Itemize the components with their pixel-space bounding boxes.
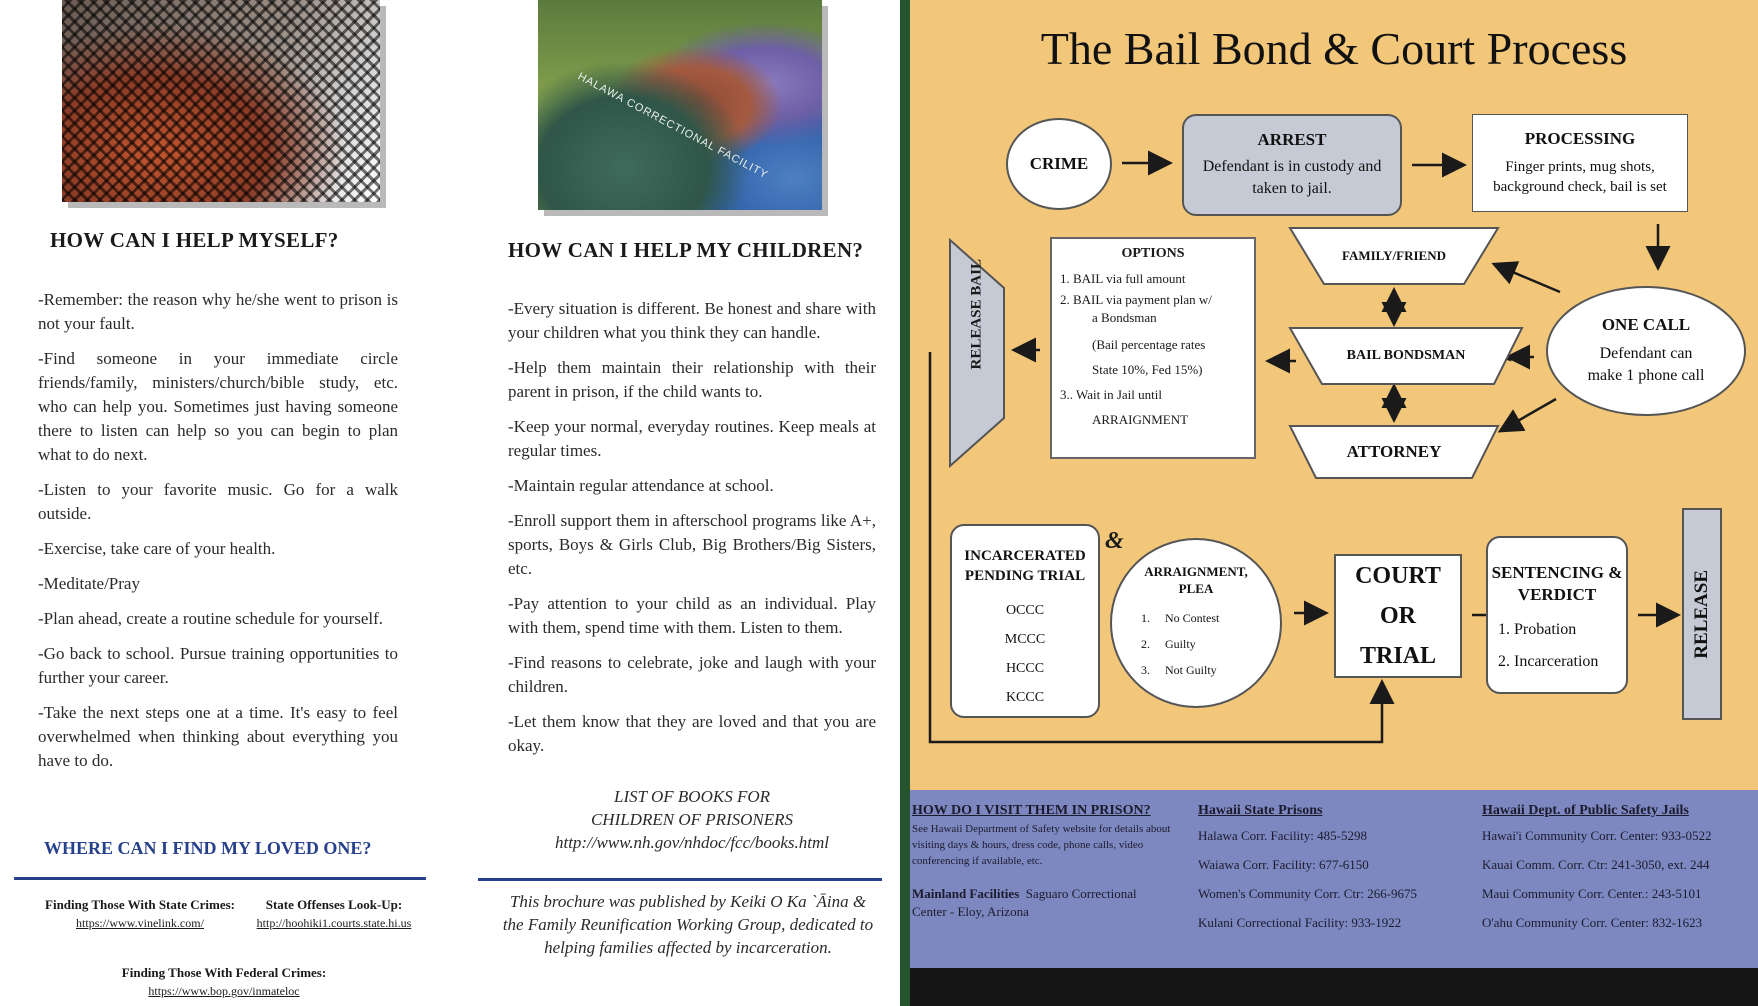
tip-item: -Enroll support them in afterschool programs like A+, sports, Boys & Girls Club, Big Brothers/Big Sisters, etc. [508,511,876,578]
books-list-note [508,785,876,854]
tip-item: -Listen to your favorite music. Go for a walk outside. [38,480,398,523]
jail-contact: Kauai Comm. Corr. Ctr: 241-3050, ext. 244 [1482,857,1710,872]
ampersand: & [1105,528,1124,554]
tip-item: -Take the next steps one at a time. It's easy to feel overwhelmed when thinking about everything you have to do. [38,703,398,770]
books-line-2: CHILDREN OF PRISONERS [590,810,794,829]
options-title: OPTIONS [1121,246,1185,261]
visit-info-column [912,802,1174,921]
books-line-1: LIST OF BOOKS FOR [614,787,770,806]
prison-contact: Women's Community Corr. Ctr: 266-9675 [1198,886,1418,901]
chain-link-fence-photo [62,0,380,202]
court-trial-node [1334,554,1462,678]
tip-item: -Help them maintain their relationship with their parent in prison, if the child wants to. [508,358,876,401]
state-offenses-lookup [234,896,434,932]
visit-body: See Hawaii Department of Safety website for details about visiting days & hours, dress code, phone calls, video conferencing if available, etc. [912,823,1171,867]
bottom-bar [910,968,1758,1006]
prison-contact: Halawa Corr. Facility: 485-5298 [1198,828,1367,843]
attorney-node [1288,424,1500,480]
jails-title: Hawaii Dept. of Public Safety Jails [1482,803,1689,818]
find-loved-one-title: WHERE CAN I FIND MY LOVED ONE? [44,838,372,858]
plea-item: 3. Not Guilty [1141,663,1217,677]
option-payment-plan: 2. BAIL via payment plan w/ [1060,292,1212,307]
hoohiki-link[interactable]: http://hoohiki1.courts.state.hi.us [256,916,412,930]
mainland-label: Mainland Facilities [912,886,1020,901]
tip-item: -Find someone in your immediate circle friends/family, ministers/church/bible study, etc. who can help you. Sometimes just having someone there to listen can help so you can begin to plan what to do next. [38,349,398,464]
prison-contact: Waiawa Corr. Facility: 677-6150 [1198,857,1369,872]
jails-column [1482,802,1758,937]
incarcerated-title: INCARCERATED PENDING TRIAL [964,548,1086,584]
bail-court-flowchart [910,0,1758,1006]
parent-child-visit-photo [538,0,822,210]
processing-title: PROCESSING [1524,129,1636,148]
release-label: RELEASE [1691,569,1712,659]
sentencing-probation: 1. Probation [1498,621,1577,638]
arrow-one-call-to-family [1496,265,1560,292]
facility-item: KCCC [1005,690,1045,705]
tip-item: -Remember: the reason why he/she went to prison is not your fault. [38,290,398,333]
publisher-note: This brochure was published by Keiki O Ka `Āina & the Family Reunification Working Group, dedicated to helping families affected by incarceration. [502,892,874,957]
one-call-body: Defendant can make 1 phone call [1587,345,1705,384]
release-bail-node [948,238,1006,468]
bail-bondsman-node [1288,326,1524,386]
option-wait-jail: 3.. Wait in Jail until [1060,387,1162,402]
arraignment-title: ARRAIGNMENT, PLEA [1144,564,1248,596]
tip-item: -Meditate/Pray [38,574,140,593]
federal-crimes-label: Finding Those With Federal Crimes: [121,965,327,980]
help-children-tips [508,297,876,769]
option-arraignment: ARRAIGNMENT [1092,412,1189,427]
family-friend-node [1288,226,1500,286]
section-rule [478,878,882,881]
arrest-node [1182,114,1402,216]
bop-inmate-locator-link[interactable]: https://www.bop.gov/inmateloc [148,984,300,998]
federal-crimes-lookup [74,964,374,1000]
state-crimes-lookup [40,896,240,932]
help-children-title: HOW CAN I HELP MY CHILDREN? [508,238,864,262]
court-line-1: COURT [1355,563,1441,589]
tip-item: -Find reasons to celebrate, joke and laugh with your children. [508,653,876,696]
option-bondsman: a Bondsman [1092,310,1157,325]
bail-options-box [1050,237,1256,459]
attorney-label: ATTORNEY [1346,442,1442,461]
state-crimes-label: Finding Those With State Crimes: [45,897,235,912]
option-rates: (Bail percentage rates [1092,337,1206,352]
sentencing-node [1486,536,1628,694]
court-line-2: OR [1380,603,1416,629]
jail-contact: O'ahu Community Corr. Center: 832-1623 [1482,915,1703,930]
crime-node [1006,118,1112,210]
family-friend-label: FAMILY/FRIEND [1341,248,1446,263]
processing-body: Finger prints, mug shots, background check, bail is set [1493,159,1667,195]
court-line-3: TRIAL [1359,643,1437,669]
processing-node [1472,114,1688,212]
state-offenses-label: State Offenses Look-Up: [265,897,403,912]
shirt-print-text: HALAWA CORRECTIONAL FACILITY [575,70,771,182]
tip-item: -Maintain regular attendance at school. [508,476,774,495]
facility-item: MCCC [1004,632,1046,647]
release-bail-label [969,324,986,370]
arraignment-node [1110,538,1282,708]
visit-title: HOW DO I VISIT THEM IN PRISON? [912,803,1151,818]
books-url-link[interactable]: http://www.nh.gov/nhdoc/fcc/books.html [554,833,830,852]
arrest-title: ARREST [1257,130,1327,149]
facility-item: HCCC [1005,661,1045,676]
tip-item: -Go back to school. Pursue training opportunities to further your career. [38,644,398,687]
facility-item: OCCC [1005,603,1045,618]
mainland-facilities [912,885,1174,921]
tip-item: -Exercise, take care of your health. [38,539,276,558]
jail-contact: Hawai'i Community Corr. Center: 933-0522 [1482,828,1712,843]
plea-item: 1. No Contest [1141,611,1220,625]
option-rates-values: State 10%, Fed 15%) [1092,362,1203,377]
flowchart-title: The Bail Bond & Court Process [1040,23,1628,74]
state-prisons-column [1198,802,1463,937]
panel-divider [900,0,910,1006]
state-prisons-title: Hawaii State Prisons [1198,803,1323,818]
vinelink-link[interactable]: https://www.vinelink.com/ [76,916,204,930]
plea-item: 2. Guilty [1141,637,1196,651]
sentencing-title: SENTENCING & VERDICT [1491,563,1623,604]
tip-item: -Let them know that they are loved and that you are okay. [508,712,876,755]
option-full-amount: 1. BAIL via full amount [1060,271,1186,286]
help-myself-tips [38,288,398,784]
prison-contact: Kulani Correctional Facility: 933-1922 [1198,915,1402,930]
one-call-title: ONE CALL [1601,315,1691,334]
arrow-one-call-to-attorney [1502,399,1556,430]
incarcerated-node [950,524,1100,718]
mainland-body: Saguaro Correctional Center - Eloy, Arizona [912,886,1137,919]
one-call-node [1546,286,1746,416]
tip-item: -Pay attention to your child as an individual. Play with them, spend time with them. Listen to them. [508,594,876,637]
tip-item: -Keep your normal, everyday routines. Keep meals at regular times. [508,417,876,460]
tip-item: -Plan ahead, create a routine schedule for yourself. [38,609,384,628]
visit-info-footer [910,790,1758,970]
bail-bondsman-label: BAIL BONDSMAN [1346,348,1466,363]
tip-item: -Every situation is different. Be honest and share with your children what you think they can handle. [508,299,876,342]
arrest-body: Defendant is in custody and taken to jail. [1202,158,1382,197]
release-node [1682,508,1722,720]
jail-contact: Maui Community Corr. Center.: 243-5101 [1482,886,1702,901]
help-myself-title: HOW CAN I HELP MYSELF? [50,228,339,252]
section-rule [14,877,426,880]
sentencing-incarceration: 2. Incarceration [1498,653,1599,670]
crime-label: CRIME [1029,154,1089,173]
